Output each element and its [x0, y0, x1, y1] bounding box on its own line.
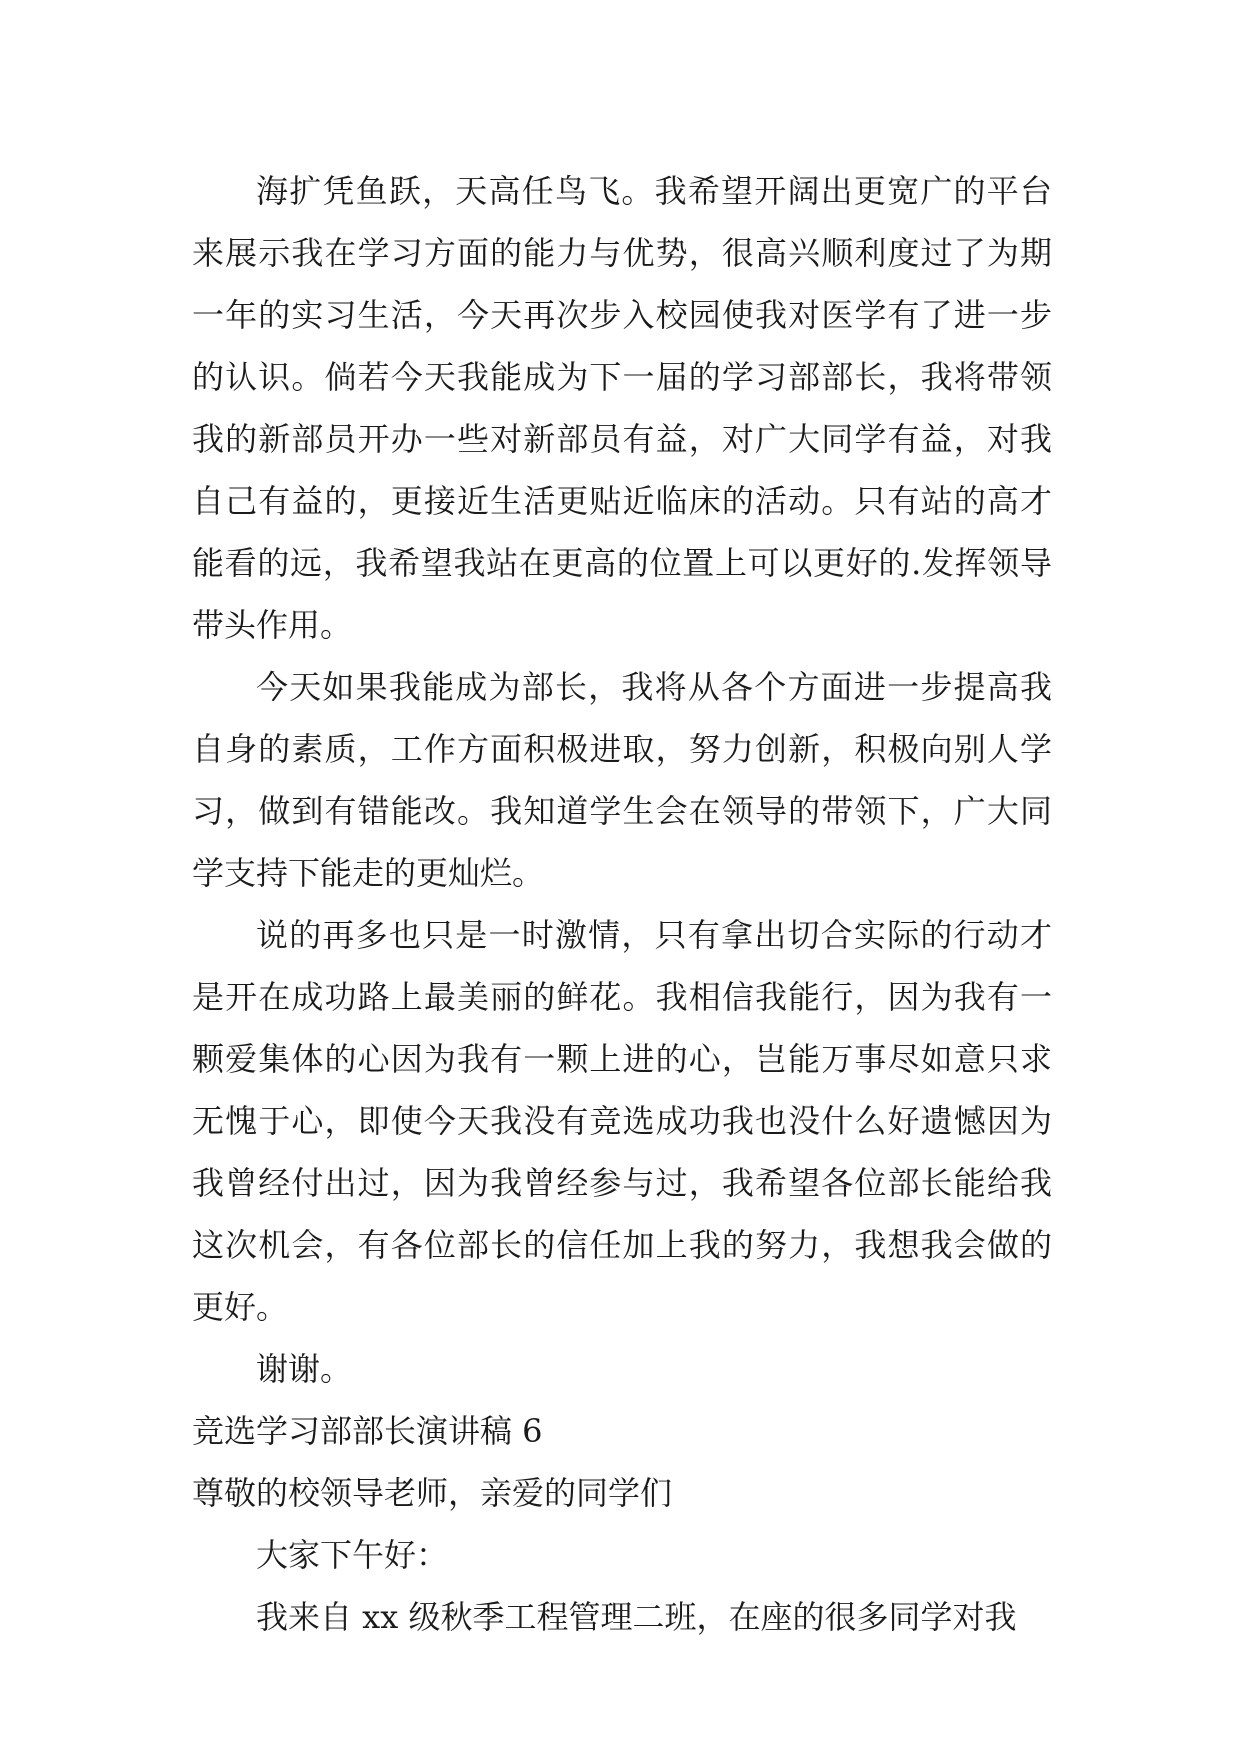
greeting: 大家下午好： [256, 1536, 449, 1574]
paragraph-thanks: 谢谢。 [256, 1350, 353, 1388]
paragraph-5: 我来自 xx 级秋季工程管理二班，在座的很多同学对我 [256, 1598, 1017, 1636]
salutation: 尊敬的校领导老师，亲爱的同学们 [192, 1474, 673, 1512]
paragraph-2: 今天如果我能成为部长，我将从各个方面进一步提高我自身的素质，工作方面积极进取，努力创新，积极向别人学习，做到有错能改。我知道学生会在领导的带领下，广大同学支持下能走的更灿烂。 [192, 668, 1052, 892]
paragraph-1: 海扩凭鱼跃，天高任鸟飞。我希望开阔出更宽广的平台来展示我在学习方面的能力与优势，很高兴顺利度过了为期一年的实习生活，今天再次步入校园使我对医学有了进一步的认识。倘若今天我能成为下一届的学习部部长，我将带领我的新部员开办一些对新部员有益，对广大同学有益，对我自己有益的，更接近生活更贴近临床的活动。只有站的高才能看的远，我希望我站在更高的位置上可以更好的.发挥领导带头作用。 [192, 172, 1052, 644]
document-body [192, 160, 1052, 1648]
paragraph-3: 说的再多也只是一时激情，只有拿出切合实际的行动才是开在成功路上最美丽的鲜花。我相信我能行，因为我有一颗爱集体的心因为我有一颗上进的心，岂能万事尽如意只求无愧于心，即使今天我没有竞选成功我也没什么好遗憾因为我曾经付出过，因为我曾经参与过，我希望各位部长能给我这次机会，有各位部长的信任加上我的努力，我想我会做的更好。 [192, 916, 1052, 1326]
section-title: 竞选学习部部长演讲稿 6 [192, 1412, 543, 1450]
